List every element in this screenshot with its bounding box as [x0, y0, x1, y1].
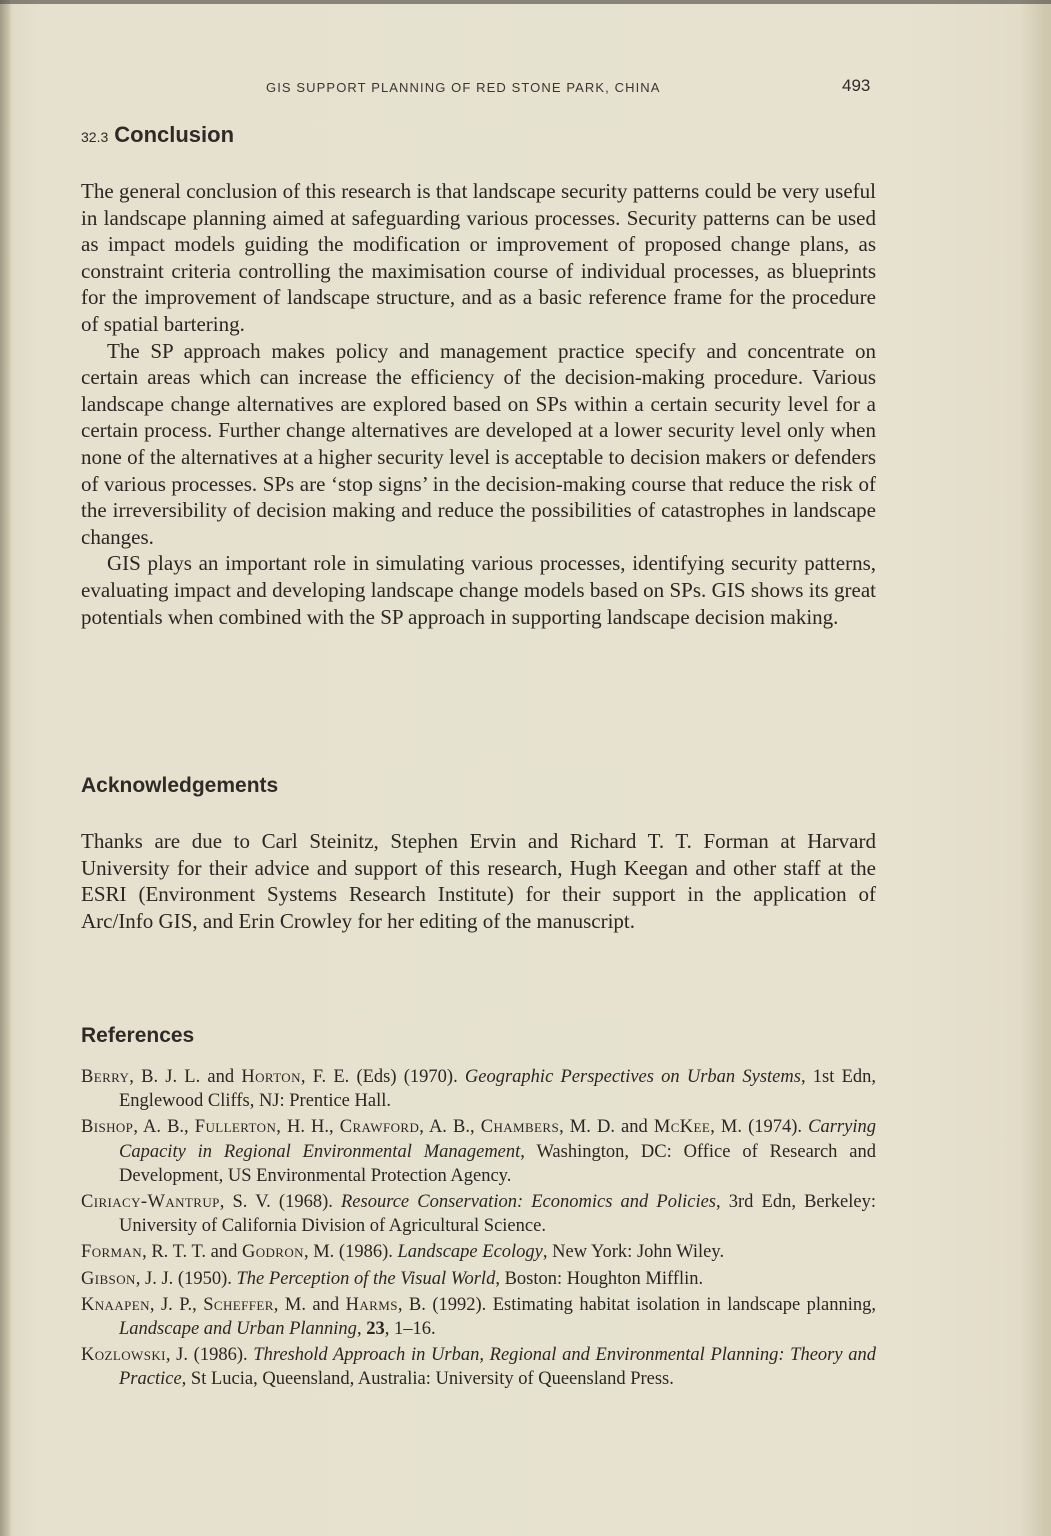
section-heading-conclusion	[81, 122, 234, 148]
references-list	[81, 1065, 876, 1394]
acknowledgements-heading: Acknowledgements	[81, 774, 279, 797]
section-title: Conclusion	[114, 122, 235, 147]
reference-item: Bishop, A. B., Fullerton, H. H., Crawford, A. B., Chambers, M. D. and McKee, M. (1974). Carrying Capacity in Regional Environmental Management, Washington, DC: Office of Research and Development, US Environmental Protection Agency.	[81, 1117, 876, 1186]
reference-item: Gibson, J. J. (1950). The Perception of the Visual World, Boston: Houghton Mifflin.	[81, 1268, 704, 1289]
reference-item: Berry, B. J. L. and Horton, F. E. (Eds) (1970). Geographic Perspectives on Urban Systems, 1st Edn, Englewood Cliffs, NJ: Prentice Hall.	[81, 1067, 876, 1112]
reference-item: Ciriacy-Wantrup, S. V. (1968). Resource Conservation: Economics and Policies, 3rd Edn, Berkeley: University of California Division of Agricultural Science.	[81, 1192, 877, 1237]
conclusion-paragraph-3: GIS plays an important role in simulating various processes, identifying security patterns, evaluating impact and developing landscape change models based on SPs. GIS shows its great potentials when combined with the SP approach in supporting landscape decision making.	[81, 551, 876, 629]
reference-item: Kozlowski, J. (1986). Threshold Approach in Urban, Regional and Environmental Planning: Theory and Practice, St Lucia, Queensland, Australia: University of Queensland Press.	[81, 1345, 877, 1390]
section-number: 32.3	[81, 129, 109, 145]
conclusion-paragraph-1: The general conclusion of this research is that landscape security patterns could be very useful in landscape planning aimed at safeguarding various processes. Security patterns can be used as impact models guiding the modification or improvement of proposed change plans, as constraint criteria controlling the maximisation course of individual processes, as blueprints for the improvement of landscape structure, and as a basic reference frame for the procedure of spatial bartering.	[81, 179, 876, 336]
page-top-edge	[0, 0, 1051, 4]
conclusion-body	[81, 178, 876, 630]
page-binding-shadow	[0, 0, 10, 1536]
acknowledgements-body	[81, 828, 876, 934]
acknowledgements-paragraph: Thanks are due to Carl Steinitz, Stephen Ervin and Richard T. T. Forman at Harvard University for their advice and support of this research, Hugh Keegan and other staff at the ESRI (Environment Systems Research Institute) for their support in the application of Arc/Info GIS, and Erin Crowley for her editing of the manuscript.	[81, 829, 876, 933]
reference-item: Forman, R. T. T. and Godron, M. (1986). Landscape Ecology, New York: John Wiley.	[81, 1242, 725, 1263]
reference-item: Knaapen, J. P., Scheffer, M. and Harms, B. (1992). Estimating habitat isolation in landscape planning, Landscape and Urban Planning, 23, 1–16.	[81, 1294, 876, 1340]
page-number: 493	[842, 76, 871, 95]
running-head: GIS SUPPORT PLANNING OF RED STONE PARK, CHINA	[266, 80, 661, 95]
conclusion-paragraph-2: The SP approach makes policy and management practice specify and concentrate on certain areas which can increase the efficiency of the decision-making procedure. Various landscape change alternatives are explored based on SPs within a certain security level for a certain process. Further change alternatives are developed at a lower security level only when none of the alternatives at a higher security level is acceptable to decision makers or defenders of various processes. SPs are ‘stop signs’ in the decision-making course that reduce the risk of the irreversibility of decision making and reduce the possibilities of catastrophes in landscape changes.	[81, 338, 876, 549]
references-heading: References	[81, 1024, 195, 1047]
